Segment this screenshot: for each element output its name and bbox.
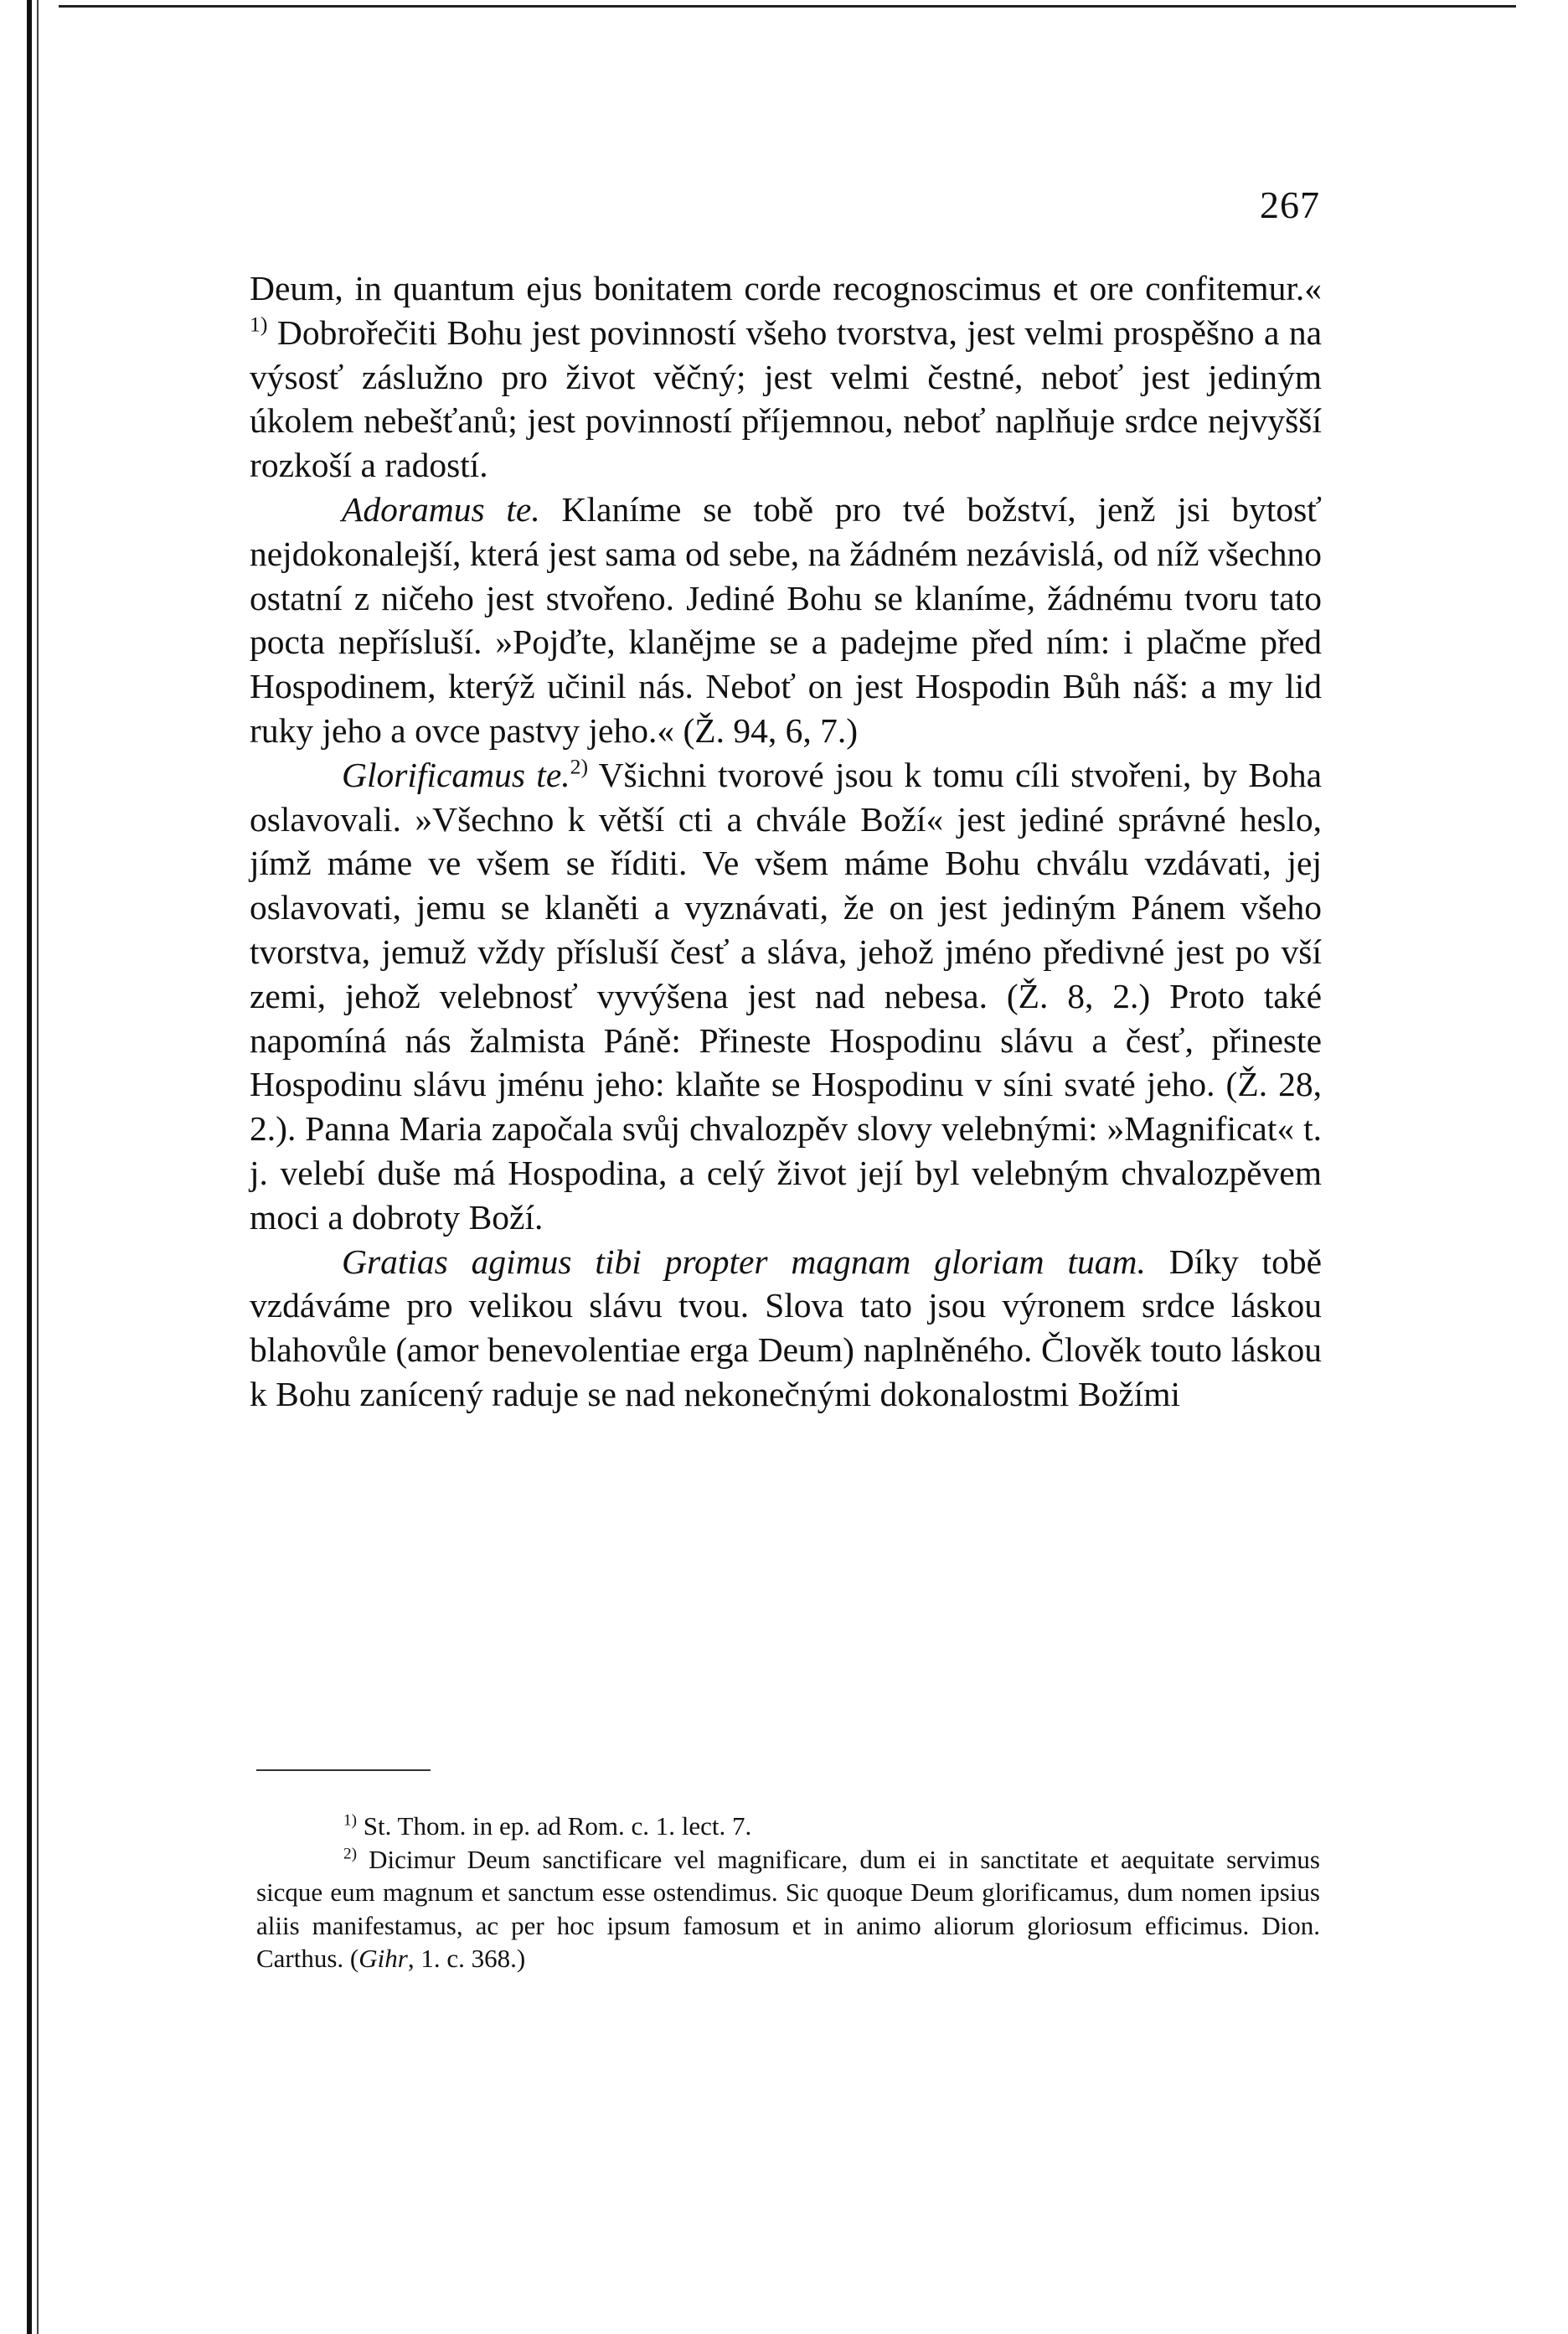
page-number: 267 bbox=[1260, 183, 1320, 226]
footnote-2-mark: 2) bbox=[343, 1844, 357, 1862]
binding-edge-line bbox=[37, 0, 39, 2334]
paragraph-4 bbox=[250, 1240, 1322, 1417]
paragraph-1-text-continued: Dobrořečiti Bohu jest povinností všeho tvorstva, jest velmi prospěšno a na výsosť záslužno pro život věčný; jest velmi čestné, neboť jest jediným úkolem nebešťanů; jest povinností příjemnou, neboť naplňuje srdce nejvyšší rozkoší a radostí. bbox=[250, 312, 1322, 485]
paragraph-4-lead: Gratias agimus tibi propter magnam gloriam tuam. bbox=[342, 1242, 1146, 1281]
top-edge-line bbox=[59, 5, 1516, 8]
paragraph-4-text: Díky tobě vzdáváme pro velikou slávu tvou. Slova tato jsou výronem srdce láskou blahovůle (amor benevolentiae erga Deum) naplněného. Člověk touto láskou k Bohu zanícený raduje se nad nekonečnými dokonalostmi Božími bbox=[250, 1242, 1323, 1413]
footnotes bbox=[256, 1810, 1320, 1975]
paragraph-3-text: Všichni tvorové jsou k tomu cíli stvořeni, by Boha oslavovali. »Všechno k větší cti a chvále Boží« jest jediné správné heslo, jímž máme ve všem se říditi. Ve všem máme Bohu chválu vzdávati, jej oslavovati, jemu se klaněti a vyznávati, že on jest jediným Pánem všeho tvorstva, jemuž vždy přísluší česť a sláva, jehož jméno předivné jest po vší zemi, jehož velebnosť vyvýšena jest nad nebesa. (Ž. 8, 2.) Proto také napomíná nás žalmista Páně: Přineste Hospodinu slávu a česť, přineste Hospodinu slávu jménu jeho: klaňte se Hospodinu v síni svaté jeho. (Ž. 28, 2.). Panna Maria započala svůj chvalozpěv slovy velebnými: »Magnificat« t. j. velebí duše má Hospodina, a celý život její byl velebným chvalozpěvem moci a dobroty Boží. bbox=[250, 755, 1322, 1237]
footnote-ref-1: 1) bbox=[250, 312, 268, 337]
footnote-1-mark: 1) bbox=[343, 1811, 357, 1830]
paragraph-2 bbox=[250, 488, 1322, 753]
footnote-1 bbox=[256, 1810, 1320, 1843]
footnote-2-text: Dicimur Deum sanctificare vel magnificare, dum ei in sanctitate et aequitate servimus sicque eum magnum et sanctum esse ostendimus. Sic quoque Deum glorificamus, dum nomen ipsius aliis manifestamus, ac per hoc ipsum famosum et in animo aliorum gloriosum efficimus. Dion. Carthus. ( bbox=[256, 1844, 1320, 1973]
paragraph-1 bbox=[250, 266, 1322, 488]
footnote-ref-2: 2) bbox=[570, 754, 589, 779]
paragraph-2-text: Klaníme se tobě pro tvé božství, jenž jsi bytosť nejdokonalejší, která jest sama od sebe, na žádném nezávislá, od níž všechno ostatní z ničeho jest stvořeno. Jediné Bohu se klaníme, žádnému tvoru tato pocta nepřísluší. »Pojďte, klanějme se a padejme před ním: i plačme před Hospodinem, kterýž učinil nás. Neboť on jest Hospodin Bůh náš: a my lid ruky jeho a ovce pastvy jeho.« (Ž. 94, 6, 7.) bbox=[250, 489, 1322, 750]
footnote-2 bbox=[256, 1843, 1320, 1975]
footnote-2-text-end: , 1. c. 368.) bbox=[407, 1944, 526, 1973]
main-text bbox=[250, 266, 1322, 1417]
paragraph-3 bbox=[250, 753, 1322, 1240]
paragraph-1-text: Deum, in quantum ejus bonitatem corde recognoscimus et ore confitemur.« bbox=[250, 269, 1322, 307]
binding-edge bbox=[27, 0, 32, 2334]
footnote-separator bbox=[256, 1769, 431, 1771]
paragraph-3-lead: Glorificamus te. bbox=[342, 755, 570, 794]
footnote-2-citation: Gihr bbox=[358, 1944, 408, 1973]
paragraph-2-lead: Adoramus te. bbox=[342, 489, 540, 529]
footnote-1-text: St. Thom. in ep. ad Rom. c. 1. lect. 7. bbox=[357, 1811, 752, 1841]
